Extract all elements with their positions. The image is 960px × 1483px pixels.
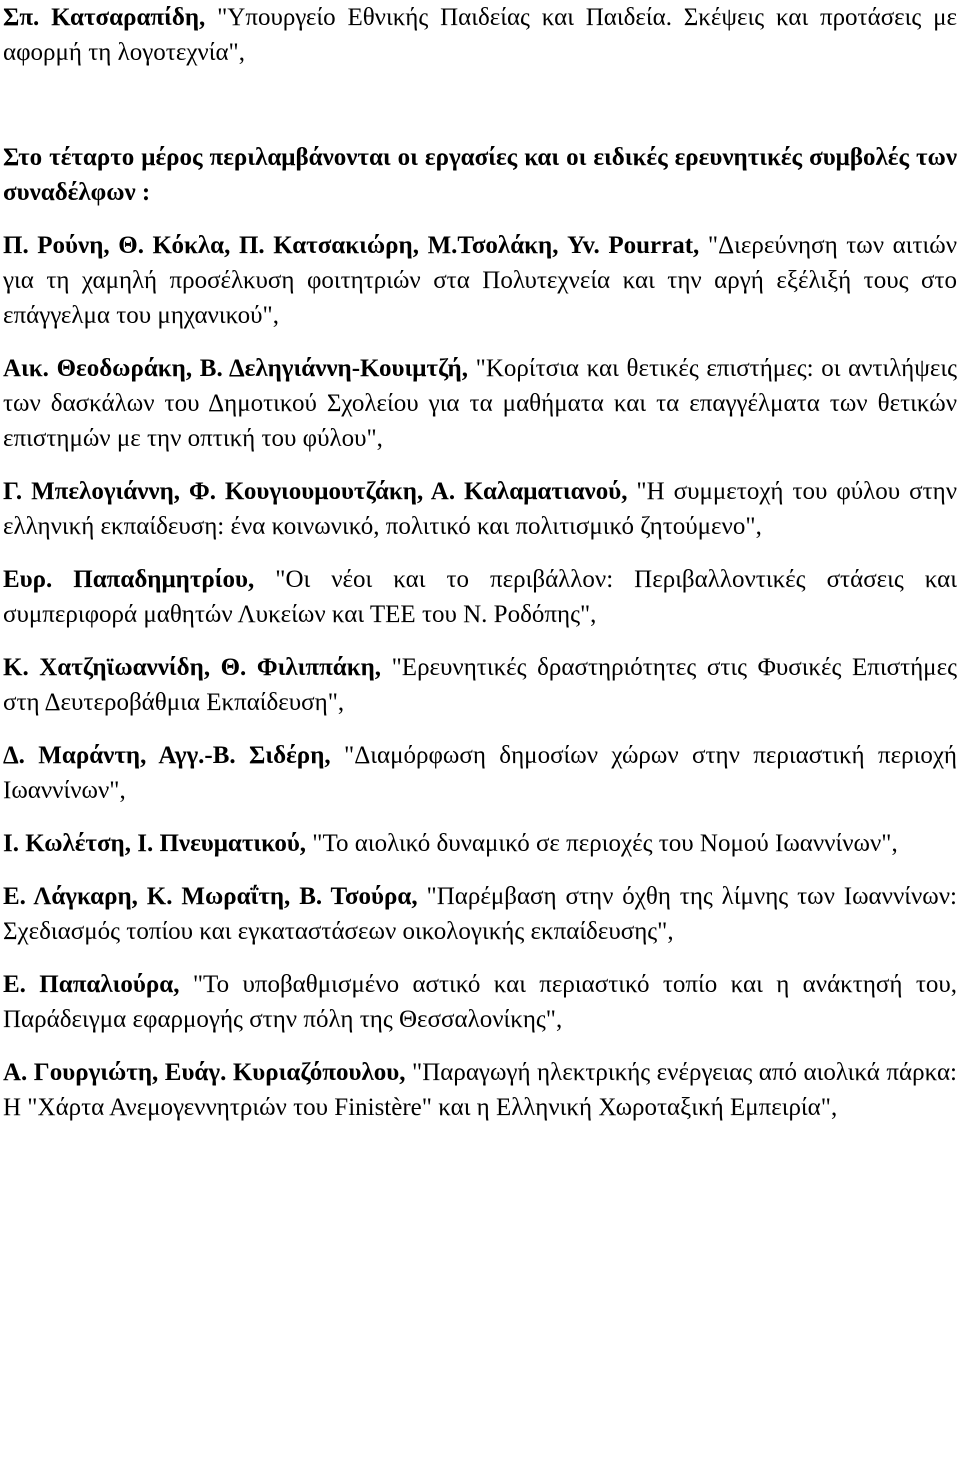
intro-paragraph: [3, 0, 957, 70]
entry-title: "Το αιολικό δυναμικό σε περιοχές του Νομού Ιωαννίνων",: [306, 830, 898, 857]
entry-authors: Ε. Παπαλιούρα,: [3, 971, 180, 998]
entry-paragraph: [3, 967, 957, 1037]
intro-author: Σπ. Κατσαραπίδη,: [3, 4, 206, 31]
entry-authors: Ευρ. Παπαδημητρίου,: [3, 566, 255, 593]
entry-paragraph: [3, 474, 957, 544]
entry-authors: Ε. Λάγκαρη, Κ. Μωραΐτη, Β. Τσούρα,: [3, 883, 418, 910]
entry-paragraph: [3, 650, 957, 720]
entry-paragraph: [3, 879, 957, 949]
entry-title: "Ερευνητικές δραστηριότητες στις Φυσικές Επιστήμες στη Δευτεροβάθμια Εκπαίδευση",: [3, 654, 957, 716]
entry-title: "Διαμόρφωση δημοσίων χώρων στην περιαστική περιοχή Ιωαννίνων",: [3, 742, 957, 804]
entry-title: "Παρέμβαση στην όχθη της λίμνης των Ιωαννίνων: Σχεδιασμός τοπίου και εγκαταστάσεων οικολογικής εκπαίδευσης",: [3, 883, 957, 945]
entry-paragraph: [3, 351, 957, 456]
entry-paragraph: [3, 228, 957, 333]
spacer: [3, 210, 957, 228]
section-heading: Στο τέταρτο μέρος περιλαμβάνονται οι εργασίες και οι ειδικές ερευνητικές συμβολές των συναδέλφων :: [3, 144, 957, 206]
entry-paragraph: [3, 738, 957, 808]
entry-title: "Κορίτσια και θετικές επιστήμες: οι αντιλήψεις των δασκάλων του Δημοτικού Σχολείου για τα μαθήματα και τα επαγγέλματα των θετικών επιστημών με την οπτική του φύλου",: [3, 355, 958, 452]
entry-paragraph: [3, 1055, 957, 1125]
document-page: [3, 0, 957, 1125]
entry-authors: Π. Ρούνη, Θ. Κόκλα, Π. Κατσακιώρη, Μ.Τσολάκη, Yv. Pourrat,: [3, 232, 700, 259]
entry-title: "Παραγωγή ηλεκτρικής ενέργειας από αιολικά πάρκα: Η "Χάρτα Ανεμογεννητριών του Finistère" και η Ελληνική Χωροταξική Εμπειρία",: [3, 1059, 957, 1121]
entry-title: "Το υποβαθμισμένο αστικό και περιαστικό τοπίο και η ανάκτησή του, Παράδειγμα εφαρμογής στην πόλη της Θεσσαλονίκης",: [3, 971, 958, 1033]
entry-authors: Δ. Μαράντη, Αγγ.-Β. Σιδέρη,: [3, 742, 331, 769]
entry-authors: Α. Γουργιώτη, Ευάγ. Κυριαζόπουλου,: [3, 1059, 406, 1086]
entry-title: "Διερεύνηση των αιτιών για τη χαμηλή προσέλκυση φοιτητριών στα Πολυτεχνεία και την αργή εξέλιξή τους στο επάγγελμα του μηχανικού",: [3, 232, 957, 329]
entry-title: "Οι νέοι και το περιβάλλον: Περιβαλλοντικές στάσεις και συμπεριφορά μαθητών Λυκείων και ΤΕΕ του Ν. Ροδόπης",: [3, 566, 957, 628]
entry-paragraph: [3, 826, 957, 861]
intro-text: "Υπουργείο Εθνικής Παιδείας και Παιδεία. Σκέψεις και προτάσεις με αφορμή τη λογοτεχνία",: [3, 4, 957, 66]
entry-paragraph: [3, 562, 957, 632]
entry-authors: Ι. Κωλέτση, Ι. Πνευματικού,: [3, 830, 307, 857]
entry-authors: Κ. Χατζηϊωαννίδη, Θ. Φιλιππάκη,: [3, 654, 382, 681]
entry-authors: Αικ. Θεοδωράκη, Β. Δεληγιάννη-Κουιμτζή,: [3, 355, 469, 382]
spacer: [3, 70, 957, 140]
entry-authors: Γ. Μπελογιάννη, Φ. Κουγιουμουτζάκη, Α. Καλαματιανού,: [3, 478, 628, 505]
entry-title: "Η συμμετοχή του φύλου στην ελληνική εκπαίδευση: ένα κοινωνικό, πολιτικό και πολιτισμικό ζητούμενο",: [3, 478, 958, 540]
